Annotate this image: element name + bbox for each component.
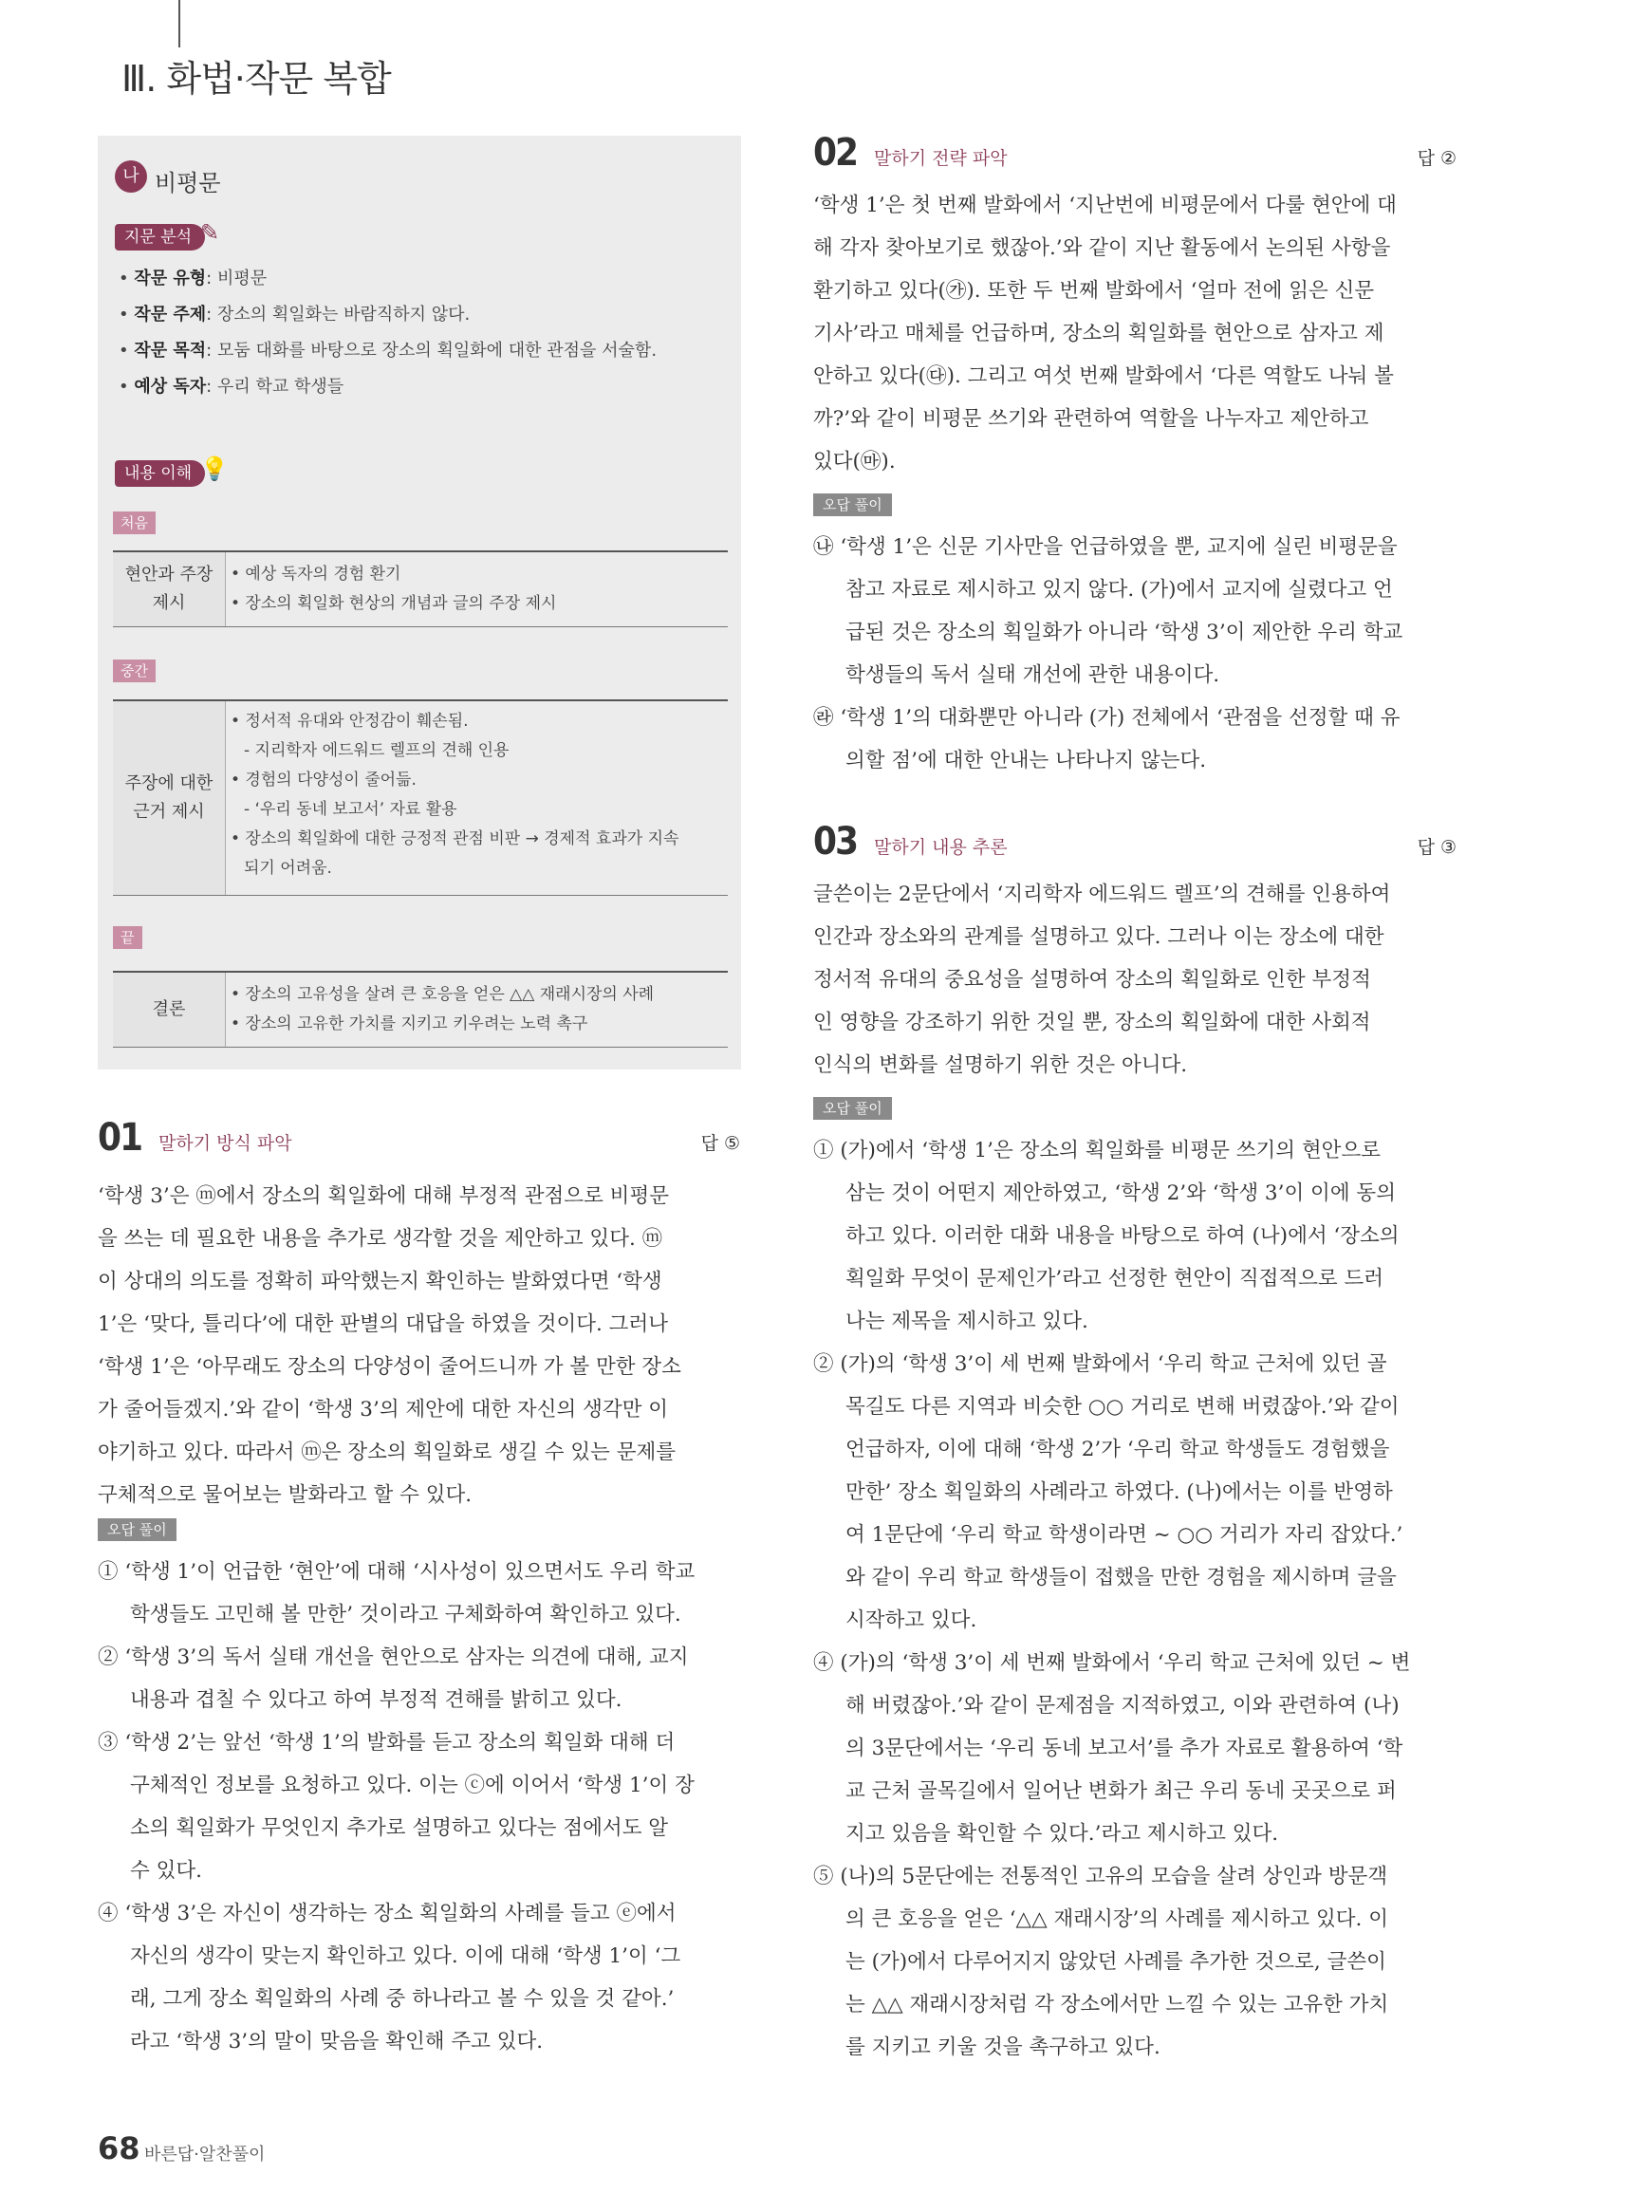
q02-title: 말하기 전략 파악 bbox=[874, 148, 1008, 169]
q02-number: 02 bbox=[813, 131, 858, 175]
tag-beginning: 처음 bbox=[113, 511, 156, 534]
page-number: 68 bbox=[98, 2130, 140, 2166]
q02-wrong-items: ㉯ ‘학생 1’은 신문 기사만을 언급하였을 뿐, 교지에 실린 비평문을 참고 자료로 제시하고 있지 않다. (가)에서 교지에 실렸다고 언 급된 것은 장소의 획일화가 아니라 ‘학생 3’이 제안한 우리 학교 학생들의 독서 실태 개선에 관한 내용이다. ㉱ ‘학생 1’의 대화뿐만 아니라 (가) 전체에서 ‘관점을 선정할 때 유 의할 점’에 대한 안내는 나타나지 않는다. bbox=[813, 535, 1403, 772]
table-line: • 정서적 유대와 안정감이 훼손됨. bbox=[231, 712, 469, 731]
q01-wrong-items: ① ‘학생 1’이 언급한 ‘현안’에 대해 ‘시사성이 있으면서도 우리 학교 학생들도 고민해 볼 만한’ 것이라고 구체화하여 확인하고 있다. ② ‘학생 3’의 독서 실태 개선을 현안으로 삼자는 의견에 대해, 교지 내용과 겹칠 수 있다고 하여 부정적 견해를 밝히고 있다. ③ ‘학생 2’는 앞선 ‘학생 1’의 발화를 듣고 장소의 획일화 대해 더 구체적인 정보를 요청하고 있다. 이는 ⓒ에 이어서 ‘학생 1’이 장 소의 획일화가 무엇인지 추가로 설명하고 있다는 점에서도 알 수 있다. ④ ‘학생 3’은 자신이 생각하는 장소 획일화의 사례를 들고 ⓔ에서 자신의 생각이 맞는지 확인하고 있다. 이에 대해 ‘학생 1’이 ‘그 래, 그게 장소 획일화의 사례 중 하나라고 볼 수 있을 것 같아.’ 라고 ‘학생 3’의 말이 맞음을 확인해 주고 있다. bbox=[98, 1560, 696, 2054]
table-line: - ‘우리 동네 보고서’ 자료 활용 bbox=[244, 800, 457, 819]
analysis-bullets bbox=[119, 261, 726, 405]
bullet-type: • 작문 유형: 비평문 bbox=[119, 269, 268, 288]
q01-number: 01 bbox=[98, 1116, 142, 1160]
q03-number: 03 bbox=[813, 820, 858, 864]
tag-end: 끝 bbox=[113, 926, 142, 949]
q02-answer: 답 ② bbox=[1417, 148, 1457, 169]
table-beginning-head: 현안과 주장 제시 bbox=[113, 552, 226, 626]
q01-explanation: ‘학생 3’은 ⓜ에서 장소의 획일화에 대해 부정적 관점으로 비평문 을 쓰는 데 필요한 내용을 추가로 생각할 것을 제안하고 있다. ⓜ 이 상대의 의도를 정확히 파악했는지 확인하는 발화였다면 ‘학생 1’은 ‘맞다, 틀리다’에 대한 판별의 대답을 하였을 것이다. 그러나 ‘학생 1’은 ‘아무래도 장소의 다양성이 줄어드니까 가 볼 만한 장소 가 줄어들겠지.’와 같이 ‘학생 3’의 제안에 대한 자신의 생각만 이 야기하고 있다. 따라서 ⓜ은 장소의 획일화로 생길 수 있는 문제를 구체적으로 물어보는 발화라고 할 수 있다. bbox=[98, 1184, 681, 1507]
table-line: • 경험의 다양성이 줄어듦. bbox=[231, 771, 417, 790]
footer-book-title: 바른답·알찬풀이 bbox=[144, 2145, 266, 2165]
jimun-label: 지문 분석 bbox=[115, 224, 205, 251]
table-line: • 장소의 고유한 가치를 지키고 키우려는 노력 촉구 bbox=[231, 1014, 588, 1033]
q01-header bbox=[98, 1116, 740, 1160]
q02-header bbox=[813, 131, 1457, 175]
table-line: • 장소의 획일화 현상의 개념과 글의 주장 제시 bbox=[231, 594, 557, 613]
q03-explanation: 글쓴이는 2문단에서 ‘지리학자 에드워드 렐프’의 견해를 인용하여 인간과 장소와의 관계를 설명하고 있다. 그러나 이는 장소에 대한 정서적 유대의 중요성을 설명하여 장소의 획일화로 인한 부정적 인 영향을 강조하기 위한 것일 뿐, 장소의 획일화에 대한 사회적 인식의 변화를 설명하기 위한 것은 아니다. bbox=[813, 883, 1391, 1077]
table-line: - 지리학자 에드워드 렐프의 견해 인용 bbox=[244, 741, 510, 760]
passage-type: 비평문 bbox=[155, 170, 221, 196]
q03-title: 말하기 내용 추론 bbox=[874, 837, 1008, 858]
passage-badge: 나 bbox=[115, 160, 147, 193]
q02-wrong-label: 오답 풀이 bbox=[813, 493, 892, 516]
q01-wrong-label: 오답 풀이 bbox=[98, 1518, 176, 1541]
table-line: • 장소의 고유성을 살려 큰 호응을 얻은 △△ 재래시장의 사례 bbox=[231, 985, 655, 1004]
section-title: Ⅲ. 화법·작문 복합 bbox=[121, 58, 391, 100]
bullet-purpose: • 작문 목적: 모둠 대화를 바탕으로 장소의 획일화에 대한 관점을 서술함. bbox=[119, 341, 658, 361]
tag-middle: 중간 bbox=[113, 660, 156, 682]
q03-wrong-label: 오답 풀이 bbox=[813, 1097, 892, 1120]
table-middle bbox=[113, 699, 728, 896]
bullet-reader: • 예상 독자: 우리 학교 학생들 bbox=[119, 377, 344, 397]
header-rule bbox=[178, 0, 180, 47]
q03-answer: 답 ③ bbox=[1417, 837, 1457, 858]
table-line: 되기 어려움. bbox=[244, 859, 332, 878]
pencil-icon: ✎ bbox=[200, 219, 220, 246]
q01-title: 말하기 방식 파악 bbox=[158, 1133, 292, 1154]
table-middle-head: 주장에 대한 근거 제시 bbox=[113, 701, 226, 895]
analysis-box bbox=[98, 136, 741, 1069]
q01-answer: 답 ⑤ bbox=[700, 1133, 740, 1154]
q03-header bbox=[813, 820, 1457, 864]
q03-wrong-items: ① (가)에서 ‘학생 1’은 장소의 획일화를 비평문 쓰기의 현안으로 삼는 것이 어떤지 제안하였고, ‘학생 2’와 ‘학생 3’이 이에 동의 하고 있다. 이러한 대화 내용을 바탕으로 하여 (나)에서 ‘장소의 획일화 무엇이 문제인가’라고 선정한 현안이 직접적으로 드러 나는 제목을 제시하고 있다. ② (가)의 ‘학생 3’이 세 번째 발화에서 ‘우리 학교 근처에 있던 골 목길도 다른 지역과 비슷한 ○○ 거리로 변해 버렸잖아.’와 같이 언급하자, 이에 대해 ‘학생 2’가 ‘우리 학교 학생들도 경험했을 만한’ 장소 획일화의 사례라고 하였다. (나)에서는 이를 반영하 여 1문단에 ‘우리 학교 학생이라면 ~ ○○ 거리가 자리 잡았다.’ 와 같이 우리 학교 학생들이 접했을 만한 경험을 제시하며 글을 시작하고 있다. ④ (가)의 ‘학생 3’이 세 번째 발화에서 ‘우리 학교 근처에 있던 ~ 변 해 버렸잖아.’와 같이 문제점을 지적하였고, 이와 관련하여 (나) 의 3문단에서는 ‘우리 동네 보고서’를 추가 자료로 활용하여 ‘학 교 근처 골목길에서 일어난 변화가 최근 우리 동네 곳곳으로 퍼 지고 있음을 확인할 수 있다.’라고 제시하고 있다. ⑤ (나)의 5문단에는 전통적인 고유의 모습을 살려 상인과 방문객 의 큰 호응을 얻은 ‘△△ 재래시장’의 사례를 제시하고 있다. 이 는 (가)에서 다루어지지 않았던 사례를 추가한 것으로, 글쓴이 는 △△ 재래시장처럼 각 장소에서만 느낄 수 있는 고유한 가치 를 지키고 키울 것을 촉구하고 있다. bbox=[813, 1139, 1411, 2059]
table-end-head: 결론 bbox=[113, 973, 226, 1047]
naeyong-label: 내용 이해 bbox=[115, 460, 205, 487]
table-end bbox=[113, 971, 728, 1048]
q02-explanation: ‘학생 1’은 첫 번째 발화에서 ‘지난번에 비평문에서 다룰 현안에 대 해 각자 찾아보기로 했잖아.’와 같이 지난 활동에서 논의된 사항을 환기하고 있다(㉮). 또한 두 번째 발화에서 ‘얼마 전에 읽은 신문 기사’라고 매체를 언급하며, 장소의 획일화를 현안으로 삼자고 제 안하고 있다(㉰). 그리고 여섯 번째 발화에서 ‘다른 역할도 나눠 볼 까?’와 같이 비평문 쓰기와 관련하여 역할을 나누자고 제안하고 있다(㉲). bbox=[813, 194, 1397, 474]
lightbulb-icon: 💡 bbox=[200, 455, 229, 482]
table-beginning bbox=[113, 550, 728, 627]
table-line: • 장소의 획일화에 대한 긍정적 관점 비판 → 경제적 효과가 지속 bbox=[231, 829, 679, 848]
bullet-topic: • 작문 주제: 장소의 획일화는 바람직하지 않다. bbox=[119, 305, 471, 325]
table-line: • 예상 독자의 경험 환기 bbox=[231, 565, 401, 584]
